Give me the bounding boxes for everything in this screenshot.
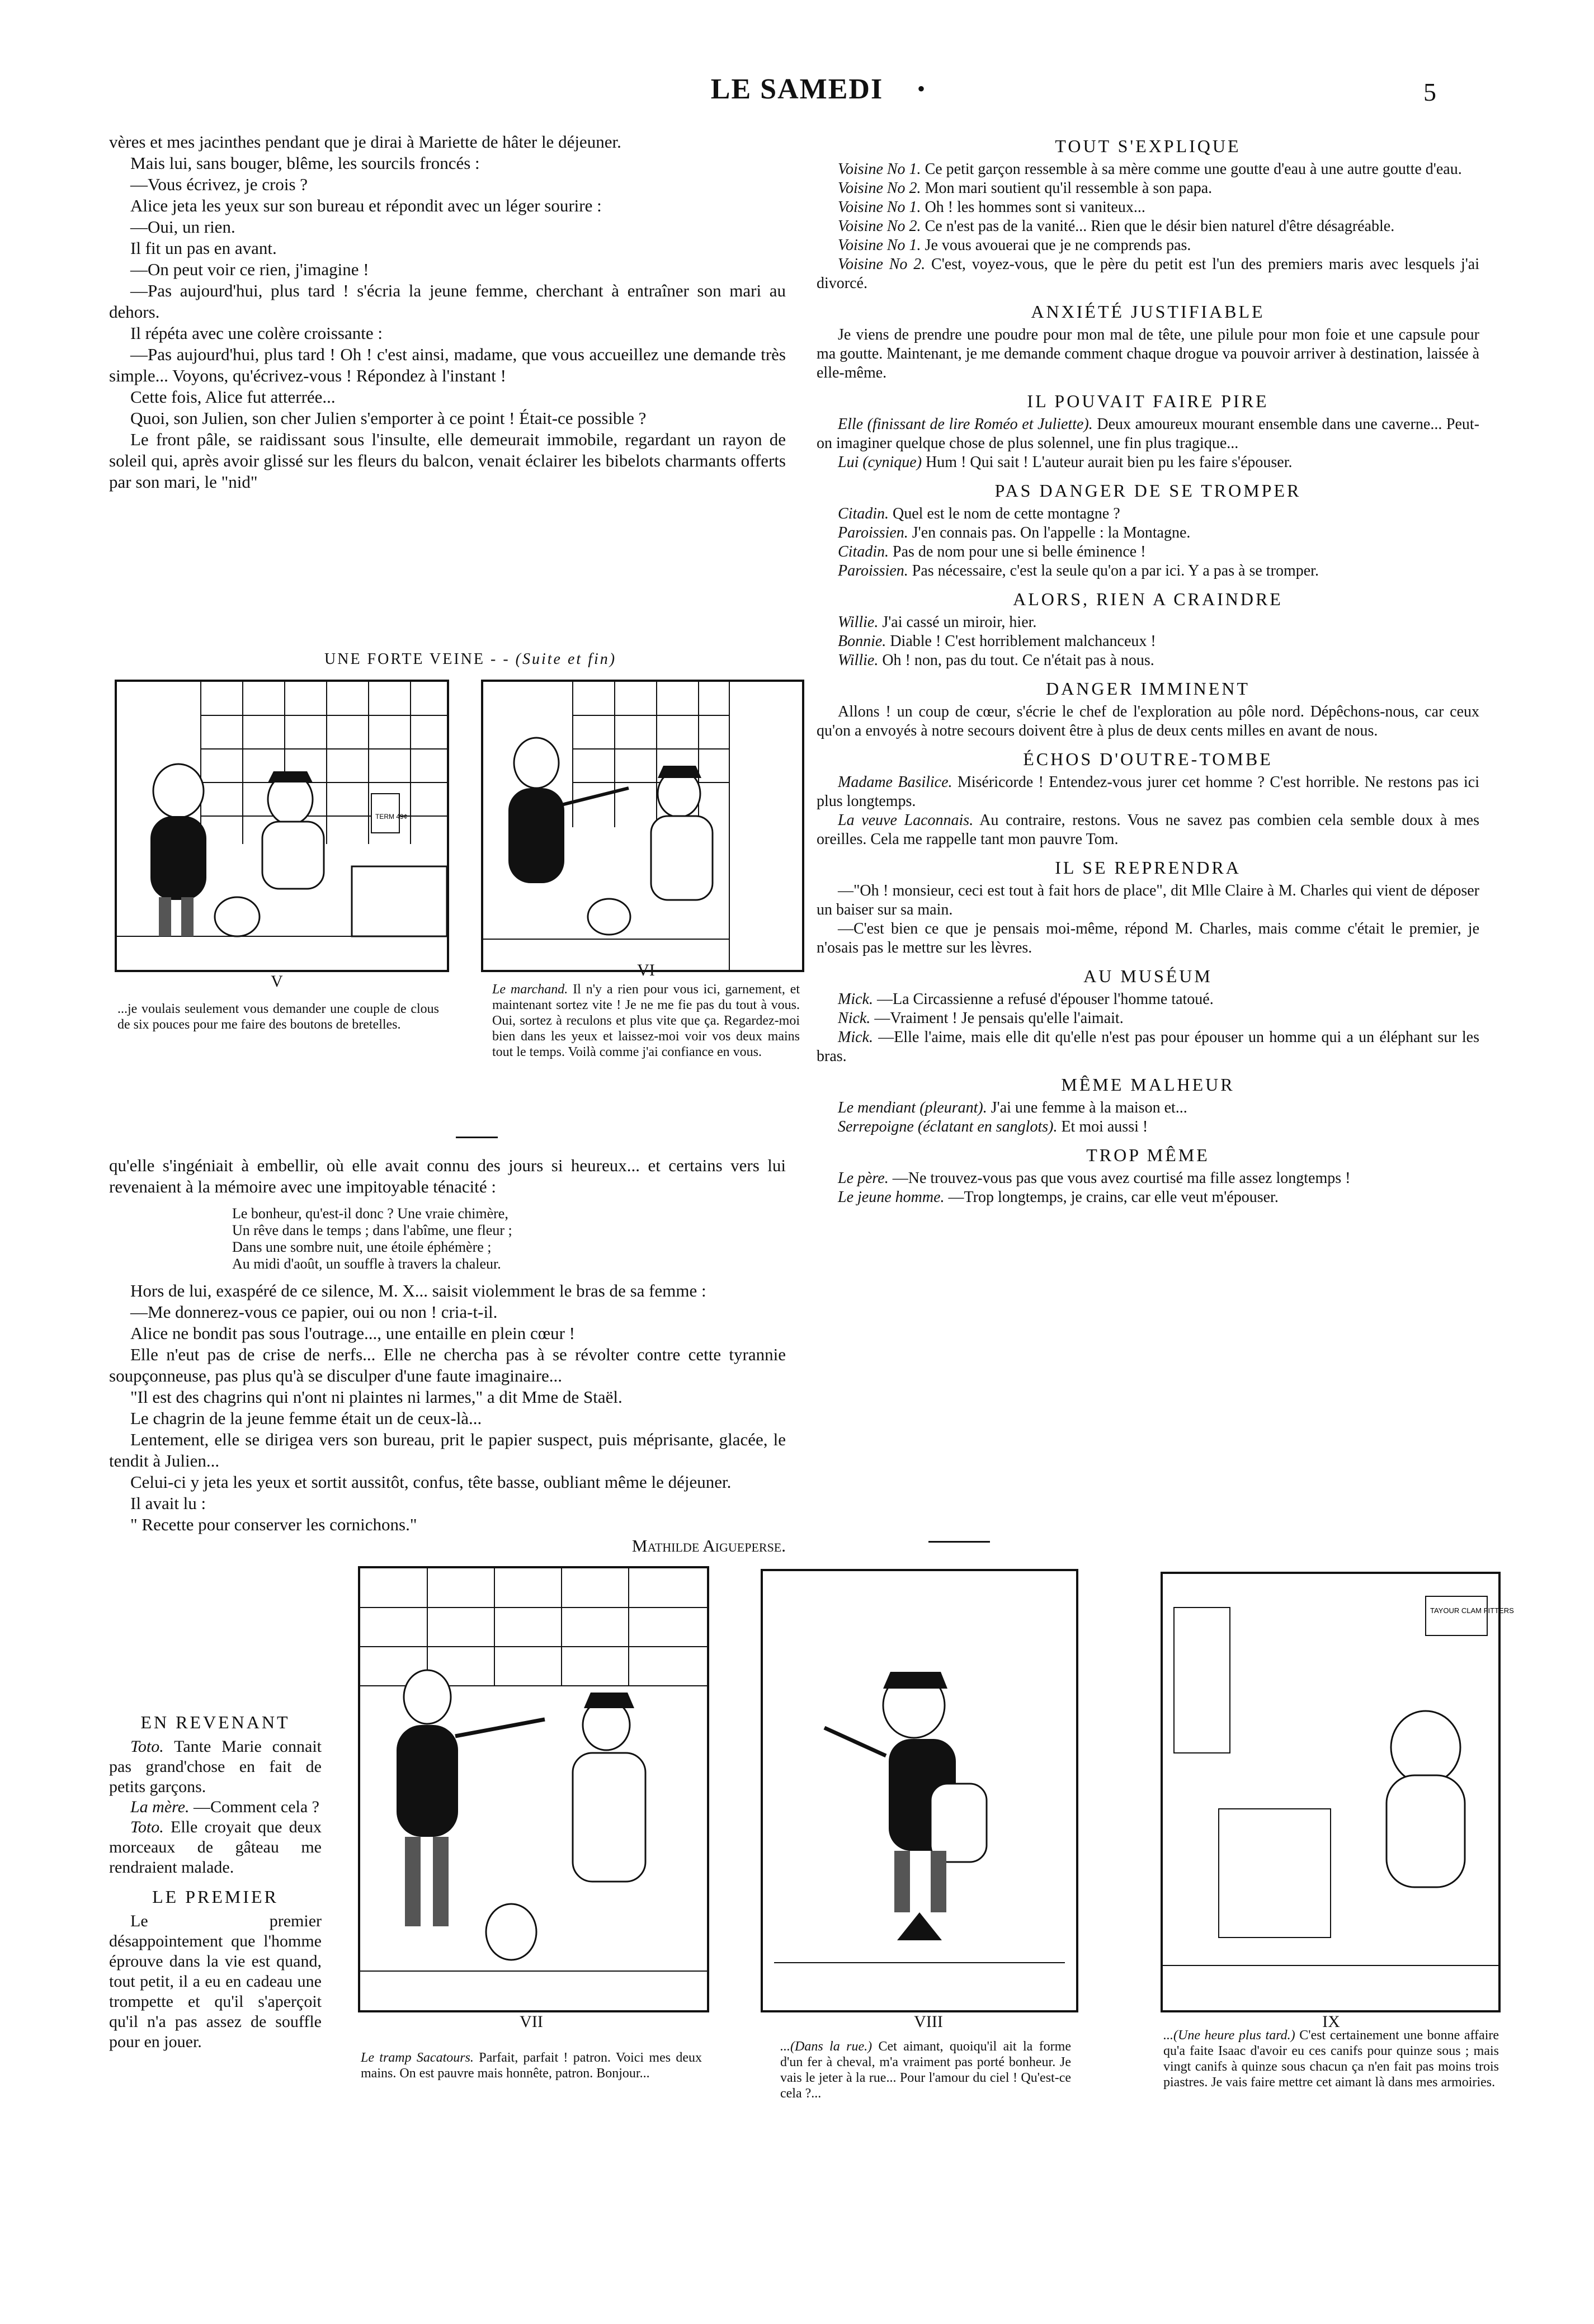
comic-panel-vi <box>481 680 804 972</box>
speaker-name: Nick. <box>838 1010 871 1027</box>
divider-top-comic <box>456 1137 498 1138</box>
jokes-right-column <box>817 128 1479 1207</box>
speaker-name: Paroissien. <box>838 562 908 579</box>
dialogue-line <box>817 773 1479 811</box>
paragraph: Il avait lu : <box>130 1493 206 1513</box>
panel-ix-number: IX <box>1322 2012 1340 2031</box>
dialogue-line <box>817 613 1479 632</box>
page-header-title: LE SAMEDI <box>710 73 884 105</box>
paragraph: qu'elle s'ingéniait à embellir, où elle avait connu des jours si heureux... et certains vers lui revenaient à la mémoire avec une impitoyable ténacité : <box>109 1156 786 1196</box>
line-text: Mon mari soutient qu'il ressemble à son papa. <box>925 180 1213 197</box>
dialogue-line <box>817 1099 1479 1118</box>
section-body <box>817 881 1479 958</box>
section-title: DANGER IMMINENT <box>1046 678 1250 699</box>
dialogue-line <box>817 524 1479 543</box>
dialogue-line <box>817 543 1479 562</box>
dialogue-line <box>817 198 1479 217</box>
paragraph: Hors de lui, exaspéré de ce silence, M. X... saisit violemment le bras de sa femme : <box>130 1281 706 1300</box>
speaker-name: Bonnie. <box>838 633 886 650</box>
line-text: Quel est le nom de cette montagne ? <box>893 505 1120 522</box>
speaker-name: Willie. <box>838 652 879 669</box>
panel-viii-caption <box>780 2039 1071 2101</box>
speaker-name: Toto. <box>130 1737 164 1756</box>
paragraph: —Vous écrivez, je crois ? <box>130 175 308 194</box>
line-text: Allons ! un coup de cœur, s'écrie le chef de l'exploration au pôle nord. Dépêchons-nous, car ceux qu'on a envoyés à notre secours doivent être à plus de deux cents milles en avant de nous. <box>817 703 1479 739</box>
section-body <box>817 703 1479 741</box>
line-text: J'ai une femme à la maison et... <box>991 1099 1187 1116</box>
section-title: MÊME MALHEUR <box>1061 1074 1235 1095</box>
comic-price-sign: TERM 49¢ <box>375 813 408 821</box>
panel-ix-text: C'est certainement une bonne affaire qu'a faite Isaac d'avoir eu ces canifs pour quinze sous ; mais vingt canifs à quinze sous chacun ça n'en fait pas moins trois piastres. Je vais faire mettre cet aimant là dans mes armoiries. <box>1163 2028 1499 2090</box>
dialogue-line <box>817 179 1479 198</box>
line-text: Et moi aussi ! <box>1061 1118 1148 1135</box>
paragraph: —Pas aujourd'hui, plus tard ! s'écria la jeune femme, cherchant à entraîner son mari au dehors. <box>109 281 786 322</box>
comic-panel-vi-drawing <box>483 682 802 970</box>
section-body <box>109 1911 322 2052</box>
dialogue-line <box>817 1169 1479 1188</box>
dialogue-line <box>817 505 1479 524</box>
paragraph: —Pas aujourd'hui, plus tard ! Oh ! c'est ainsi, madame, que vous accueillez une demande très simple... Voyons, qu'écrivez-vous ! Répondez à l'instant ! <box>109 345 786 385</box>
poem-line: Le bonheur, qu'est-il donc ? Une vraie chimère, <box>232 1205 508 1222</box>
line-text: Hum ! Qui sait ! L'auteur aurait bien pu les faire s'épouser. <box>926 454 1293 471</box>
section-title: LE PREMIER <box>152 1887 279 1907</box>
paragraph: Lentement, elle se dirigea vers son bureau, prit le papier suspect, puis méprisante, glacée, le tendit à Julien... <box>109 1430 786 1470</box>
line-text: —Comment cela ? <box>194 1798 319 1816</box>
section-body <box>817 773 1479 849</box>
line-text: Elle croyait que deux morceaux de gâteau me rendraient malade. <box>109 1818 322 1877</box>
divider-bottom-comics <box>928 1541 990 1543</box>
dialogue-line <box>109 1911 322 2052</box>
section-title: TROP MÊME <box>1086 1145 1210 1165</box>
paragraph: Quoi, son Julien, son cher Julien s'emporter à ce point ! Était-ce possible ? <box>130 408 647 428</box>
panel-vi-number: VI <box>637 961 655 979</box>
section-title: TOUT S'EXPLIQUE <box>1055 136 1241 156</box>
dialogue-line <box>109 1797 322 1817</box>
speaker-name: Mick. <box>838 1029 873 1046</box>
dialogue-line <box>817 632 1479 651</box>
page-number: 5 <box>1423 78 1436 106</box>
section-title: AU MUSÉUM <box>1083 966 1213 986</box>
panel-ix-caption <box>1163 2028 1499 2090</box>
paragraph: Celui-ci y jeta les yeux et sortit aussitôt, confus, tête basse, oubliant même le déjeuner. <box>130 1472 732 1492</box>
comic-title-suffix: (Suite et fin) <box>515 650 617 668</box>
speaker-name: Le mendiant (pleurant). <box>838 1099 987 1116</box>
dialogue-line <box>817 920 1479 958</box>
dialogue-line <box>817 1188 1479 1207</box>
line-text: Je vous avouerai que je ne comprends pas. <box>925 237 1191 254</box>
panel-viii-speaker: ...(Dans la rue.) <box>780 2039 873 2054</box>
section-title: IL SE REPRENDRA <box>1055 857 1241 878</box>
panel-v-number: V <box>271 972 283 991</box>
paragraph: Il fit un pas en avant. <box>130 238 277 258</box>
dialogue-line <box>817 453 1479 472</box>
dialogue-line <box>817 990 1479 1009</box>
paragraph: Cette fois, Alice fut atterrée... <box>130 387 336 407</box>
line-text: J'en connais pas. On l'appelle : la Montagne. <box>912 524 1191 541</box>
dialogue-line <box>817 326 1479 383</box>
dialogue-line <box>817 1118 1479 1137</box>
section-title: IL POUVAIT FAIRE PIRE <box>1027 391 1269 411</box>
line-text: Miséricorde ! Entendez-vous jurer cet homme ? C'est horrible. Ne restons pas ici plus longtemps. <box>817 774 1480 810</box>
speaker-name: Serrepoigne (éclatant en sanglots). <box>838 1118 1058 1135</box>
jokes-narrow-column <box>109 1703 322 2052</box>
line-text: Deux amoureux mourant ensemble dans une caverne... Peut-on imaginer quelque chose de plus solennel, une fin plus tragique... <box>817 416 1480 452</box>
poem-line: Dans une sombre nuit, une étoile éphémère ; <box>232 1239 492 1255</box>
speaker-name: Le jeune homme. <box>838 1189 945 1206</box>
section-body <box>817 1169 1479 1207</box>
speaker-name: Citadin. <box>838 543 889 560</box>
paragraph: Mais lui, sans bouger, blême, les sourcils froncés : <box>130 153 480 173</box>
line-text: J'ai cassé un miroir, hier. <box>882 614 1037 631</box>
dialogue-line <box>817 160 1479 179</box>
line-text: C'est, voyez-vous, que le père du petit est l'un des premiers maris avec lesquels j'ai divorcé. <box>817 256 1480 292</box>
line-text: —Elle l'aime, mais elle dit qu'elle n'est pas pour épouser un homme qui a un éléphant sur les bras. <box>817 1029 1480 1065</box>
panel-ix-speaker: ...(Une heure plus tard.) <box>1163 2028 1295 2043</box>
line-text: Oh ! les hommes sont si vaniteux... <box>925 199 1145 216</box>
speaker-name: Le père. <box>838 1170 889 1187</box>
section-body <box>817 1099 1479 1137</box>
dialogue-line <box>817 811 1479 849</box>
header-ornament: • <box>917 76 926 101</box>
speaker-name: Toto. <box>130 1818 164 1836</box>
section-title: ÉCHOS D'OUTRE-TOMBE <box>1023 749 1273 769</box>
comic-panel-v-drawing <box>117 682 447 970</box>
line-text: —La Circassienne a refusé d'épouser l'homme tatoué. <box>876 991 1214 1008</box>
section-title: ALORS, RIEN A CRAINDRE <box>1013 589 1283 609</box>
poem-line: Un rêve dans le temps ; dans l'abîme, une fleur ; <box>232 1222 512 1238</box>
section-body <box>817 613 1479 670</box>
line-text: Oh ! non, pas du tout. Ce n'était pas à nous. <box>882 652 1154 669</box>
comic-panel-ix <box>1161 1572 1514 2012</box>
line-text: Le premier désappointement que l'homme éprouve dans la vie est quand, tout petit, il a eu en cadeau une trompette et qu'il s'aperçoit qu'il n'a pas assez de souffle pour en jouer. <box>109 1912 322 2051</box>
paragraph: Elle n'eut pas de crise de nerfs... Elle ne chercha pas à se révolter contre cette tyrannie soupçonneuse, pas plus qu'à se disculper d'une faute imaginaire... <box>109 1345 786 1385</box>
comic-title: UNE FORTE VEINE - - (Suite et fin) <box>324 650 617 668</box>
paragraph: —Oui, un rien. <box>130 217 235 237</box>
speaker-name: Voisine No 1. <box>838 199 921 216</box>
section-title: ANXIÉTÉ JUSTIFIABLE <box>1031 301 1265 322</box>
panel-vii-number: VII <box>520 2012 543 2031</box>
comic-panel-ix-drawing <box>1163 1574 1514 2010</box>
section-title: EN REVENANT <box>140 1712 290 1732</box>
speaker-name: La veuve Laconnais. <box>838 812 974 829</box>
paragraph: Le front pâle, se raidissant sous l'insulte, elle demeurait immobile, regardant un rayon de soleil qui, après avoir glissé sur les fleurs du balcon, venait éclairer les bibelots charmants offerts par son mari, le "nid" <box>109 430 786 492</box>
section-title: PAS DANGER DE SE TROMPER <box>994 480 1301 501</box>
dialogue-line <box>817 562 1479 581</box>
paragraph: —Me donnerez-vous ce papier, oui ou non ! cria-t-il. <box>130 1302 498 1322</box>
dialogue-line <box>817 881 1479 920</box>
speaker-name: Paroissien. <box>838 524 908 541</box>
paragraph: " Recette pour conserver les cornichons." <box>130 1515 417 1534</box>
section-body <box>817 990 1479 1066</box>
speaker-name: Voisine No 1. <box>838 161 921 178</box>
section-body <box>817 160 1479 293</box>
paragraph: Alice jeta les yeux sur son bureau et répondit avec un léger sourire : <box>130 196 602 215</box>
panel-vii-caption <box>361 2050 702 2081</box>
line-text: Diable ! C'est horriblement malchanceux ! <box>890 633 1156 650</box>
dialogue-line <box>817 1028 1479 1066</box>
line-text: —C'est bien ce que je pensais moi-même, répond M. Charles, mais comme c'était le premier, je n'osais pas le mettre sur les lèvres. <box>817 920 1479 956</box>
comic-panel-viii-drawing <box>763 1571 1076 2010</box>
comic-panel-viii <box>761 1569 1078 2012</box>
speaker-name: Voisine No 1. <box>838 237 921 254</box>
panel-vii-text: Parfait, parfait ! patron. Voici mes deux mains. On est pauvre mais honnête, patron. Bonjour... <box>361 2050 702 2081</box>
dialogue-line <box>109 1817 322 1878</box>
speaker-name: Voisine No 2. <box>838 256 926 273</box>
speaker-name: Voisine No 2. <box>838 218 921 235</box>
panel-v-caption: ...je voulais seulement vous demander une couple de clous de six pouces pour me faire des boutons de bretelles. <box>117 1002 439 1032</box>
clam-sign-text: TAYOUR CLAM FITTERS <box>1430 1606 1514 1615</box>
story-continuation-bottom <box>109 1155 786 1557</box>
dialogue-line <box>109 1737 322 1797</box>
dialogue-line <box>817 217 1479 236</box>
dialogue-line <box>817 651 1479 670</box>
speaker-name: Voisine No 2. <box>838 180 921 197</box>
line-text: —Vraiment ! Je pensais qu'elle l'aimait. <box>874 1010 1124 1027</box>
line-text: Ce n'est pas de la vanité... Rien que le désir bien naturel d'être désagréable. <box>925 218 1395 235</box>
speaker-name: Madame Basilice. <box>838 774 952 791</box>
author-signature: Mathilde Aigueperse. <box>631 1536 786 1555</box>
comic-panel-vii <box>358 1566 709 2012</box>
comic-panel-v <box>115 680 449 972</box>
comic-title-text: UNE FORTE VEINE <box>324 650 485 668</box>
dialogue-line <box>817 1009 1479 1028</box>
line-text: Je viens de prendre une poudre pour mon mal de tête, une pilule pour mon foie et une capsule pour ma goutte. Maintenant, je me demande comment chaque drogue va pouvoir arriver à destination, laissée à elle-même. <box>817 326 1479 381</box>
line-text: —Trop longtemps, je crains, car elle veut m'épouser. <box>948 1189 1279 1206</box>
section-body <box>817 505 1479 581</box>
section-body <box>817 415 1479 472</box>
line-text: Pas de nom pour une si belle éminence ! <box>893 543 1146 560</box>
paragraph: vères et mes jacinthes pendant que je dirai à Mariette de hâter le déjeuner. <box>109 132 621 152</box>
speaker-name: Elle (finissant de lire Roméo et Juliette). <box>838 416 1093 433</box>
dialogue-line <box>817 703 1479 741</box>
speaker-name: Citadin. <box>838 505 889 522</box>
section-body <box>817 326 1479 383</box>
panel-vi-speaker: Le marchand. <box>492 982 568 997</box>
poem-line: Au midi d'août, un souffle à travers la chaleur. <box>232 1256 501 1272</box>
paragraph: Il répéta avec une colère croissante : <box>130 323 383 343</box>
panel-vii-speaker: Le tramp Sacatours. <box>361 2050 474 2065</box>
section-body <box>109 1737 322 1878</box>
line-text: Ce petit garçon ressemble à sa mère comme une goutte d'eau à une autre goutte d'eau. <box>925 161 1462 178</box>
speaker-name: Lui (cynique) <box>838 454 922 471</box>
paragraph: "Il est des chagrins qui n'ont ni plaintes ni larmes," a dit Mme de Staël. <box>130 1387 622 1407</box>
line-text: Au contraire, restons. Vous ne savez pas combien cela semble doux à mes oreilles. Cela me rappelle tant mon pauvre Tom. <box>817 812 1479 848</box>
speaker-name: Mick. <box>838 991 873 1008</box>
dialogue-line <box>817 415 1479 453</box>
line-text: Pas nécessaire, c'est la seule qu'on a par ici. Y a pas à se tromper. <box>912 562 1319 579</box>
line-text: —Ne trouvez-vous pas que vous avez courtisé ma fille assez longtemps ! <box>892 1170 1351 1187</box>
paragraph: Le chagrin de la jeune femme était un de ceux-là... <box>130 1408 482 1428</box>
comic-panel-vii-drawing <box>360 1568 707 2010</box>
panel-vi-caption <box>492 982 800 1060</box>
speaker-name: Willie. <box>838 614 879 631</box>
paragraph: Alice ne bondit pas sous l'outrage..., une entaille en plein cœur ! <box>130 1323 575 1343</box>
panel-viii-text: Cet aimant, quoiqu'il ait la forme d'un fer à cheval, m'a vraiment pas porté bonheur. Je vais le jeter à la rue... Pour l'amour du ciel ! Qu'est-ce cela ?... <box>780 2039 1071 2101</box>
line-text: Tante Marie connait pas grand'chose en fait de petits garçons. <box>109 1737 322 1796</box>
panel-viii-number: VIII <box>914 2012 943 2031</box>
dialogue-line <box>817 255 1479 293</box>
poem-quote <box>232 1205 786 1272</box>
dialogue-line <box>817 236 1479 255</box>
speaker-name: La mère. <box>130 1798 190 1816</box>
story-continuation-top <box>109 131 786 493</box>
panel-vi-text: Il n'y a rien pour vous ici, garnement, et maintenant sortez vite ! Je ne me fie pas du tout à vous. Oui, sortez à reculons et plus vite que ça. Regardez-moi bien dans les yeux et laissez-moi voir vos deux mains tout le temps. Voilà comme j'ai confiance en vous. <box>492 982 800 1059</box>
line-text: —"Oh ! monsieur, ceci est tout à fait hors de place", dit Mlle Claire à M. Charles qui vient de déposer un baiser sur sa main. <box>817 882 1479 918</box>
paragraph: —On peut voir ce rien, j'imagine ! <box>130 260 369 279</box>
